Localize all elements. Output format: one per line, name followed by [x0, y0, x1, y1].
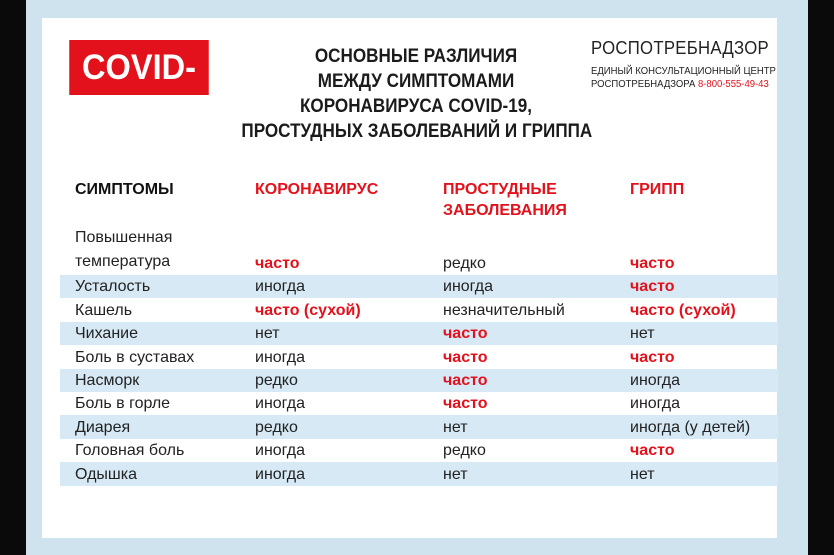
symptom-cell: Насморк	[75, 371, 140, 389]
covid-cell: редко	[255, 371, 298, 389]
table-row	[60, 229, 778, 275]
flu-cell: иногда	[630, 371, 681, 389]
table-header	[60, 179, 778, 229]
org-phone: 8-800-555-49-43	[697, 79, 769, 90]
table-body	[60, 229, 778, 486]
symptom-cell: Повышенная температура	[75, 229, 173, 270]
cold-cell: нет	[443, 418, 468, 436]
org-line2-text: РОСПОТРЕБНАДЗОРА	[591, 79, 696, 90]
org-line2	[591, 78, 772, 91]
covid-cell: иногда	[255, 465, 306, 483]
symptoms-table	[60, 179, 778, 486]
title-line: МЕЖДУ СИМПТОМАМИ	[317, 71, 515, 92]
table-row	[60, 369, 778, 392]
title-line: КОРОНАВИРУСА COVID-19,	[299, 96, 533, 117]
page-frame	[26, 0, 808, 555]
flu-cell: часто	[630, 255, 675, 272]
cold-cell: иногда	[443, 278, 494, 296]
covid-cell: иногда	[255, 442, 306, 460]
table-row	[60, 322, 778, 345]
header-symptoms: СИМПТОМЫ	[75, 181, 174, 198]
table-row	[60, 462, 778, 485]
flu-cell: нет	[630, 325, 655, 343]
symptom-cell: Боль в горле	[75, 395, 171, 413]
flu-cell: часто (сухой)	[630, 301, 736, 319]
covid-cell: часто (сухой)	[255, 301, 361, 319]
page-title	[241, 44, 593, 144]
covid-cell: часто	[255, 255, 300, 272]
symptom-cell: Усталость	[75, 278, 151, 296]
flu-cell: иногда (у детей)	[630, 418, 751, 436]
symptom-cell: Одышка	[75, 465, 138, 483]
covid-badge: COVID-19	[69, 40, 209, 95]
header-cold: ПРОСТУДНЫЕ ЗАБОЛЕВАНИЯ	[443, 181, 567, 219]
title-line: ОСНОВНЫЕ РАЗЛИЧИЯ	[314, 46, 518, 67]
cold-cell: часто	[443, 348, 488, 366]
cold-cell: часто	[443, 325, 488, 343]
cold-cell: нет	[443, 465, 468, 483]
covid-cell: редко	[255, 418, 298, 436]
table-row	[60, 275, 778, 298]
flu-cell: часто	[630, 348, 675, 366]
header-flu: ГРИПП	[630, 181, 685, 198]
cold-cell: часто	[443, 371, 488, 389]
covid-cell: иногда	[255, 278, 306, 296]
cold-cell: редко	[443, 442, 486, 460]
table-row	[60, 345, 778, 368]
org-block	[591, 38, 781, 91]
symptom-cell: Диарея	[75, 418, 131, 436]
org-line1: ЕДИНЫЙ КОНСУЛЬТАЦИОННЫЙ ЦЕНТР	[591, 66, 776, 77]
covid-cell: нет	[255, 325, 280, 343]
cold-cell: редко	[443, 255, 486, 272]
symptom-cell: Кашель	[75, 301, 133, 319]
symptom-cell: Боль в суставах	[75, 348, 195, 366]
table-row	[60, 392, 778, 415]
symptom-cell: Головная боль	[75, 442, 185, 460]
symptom-cell: Чихание	[75, 325, 138, 343]
table-row	[60, 439, 778, 462]
org-name: РОСПОТРЕБНАДЗОР	[591, 38, 769, 58]
header-covid: КОРОНАВИРУС	[255, 181, 379, 198]
flu-cell: иногда	[630, 395, 681, 413]
covid-cell: иногда	[255, 348, 306, 366]
title-line: ПРОСТУДНЫХ ЗАБОЛЕВАНИЙ И ГРИППА	[241, 121, 593, 142]
cold-cell: часто	[443, 395, 488, 413]
table-row	[60, 298, 778, 321]
flu-cell: нет	[630, 465, 655, 483]
covid-cell: иногда	[255, 395, 306, 413]
cold-cell: незначительный	[443, 301, 565, 319]
flu-cell: часто	[630, 442, 675, 460]
flu-cell: часто	[630, 278, 675, 296]
info-card	[42, 18, 777, 538]
table-row	[60, 415, 778, 438]
